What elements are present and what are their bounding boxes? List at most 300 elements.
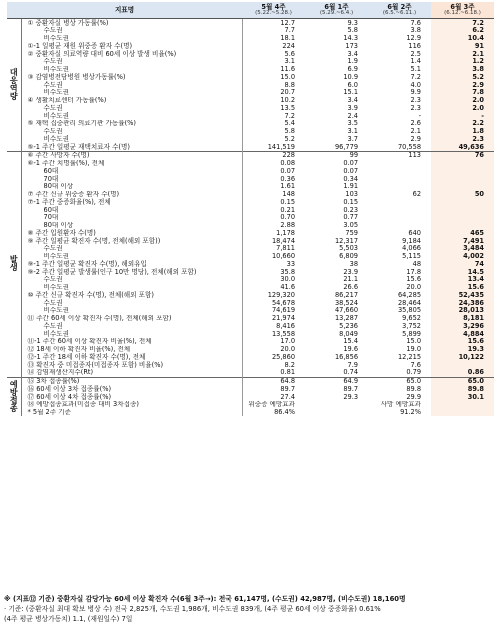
table-row [7, 385, 494, 393]
value-cell-week-3: 5.1 [410, 65, 422, 74]
value-cell-week-3 [368, 160, 431, 168]
value-cell-week-1: 20.0 [280, 345, 296, 354]
table-row [7, 393, 494, 401]
value-cell-week-4 [431, 222, 494, 230]
value-cell-week-2: 12,317 [334, 237, 359, 245]
table-body [7, 19, 494, 417]
value-cell-week-2: 15.4 [343, 337, 359, 346]
value-cell-week-4: 4,002 [431, 253, 494, 261]
table-row [7, 135, 494, 143]
value-cell-week-4: 6.2 [431, 27, 494, 35]
value-cell-week-2: 6,809 [339, 252, 359, 261]
value-cell-week-4: 7.8 [431, 89, 494, 97]
row-label: 수도권 [21, 27, 242, 35]
table-row [7, 112, 494, 120]
value-cell-week-1: 89.7 [280, 385, 296, 393]
table-row [7, 175, 494, 183]
header-week-4: 6월 3주 (6.12.~6.18.) [431, 2, 494, 19]
value-cell-week-1: 20.7 [280, 88, 296, 97]
table-row [7, 198, 494, 206]
value-cell-week-4 [431, 175, 494, 183]
value-cell-week-4: 3,296 [431, 322, 494, 330]
value-cell-week-1: 54,678 [271, 299, 296, 307]
table-row [7, 97, 494, 105]
value-cell-week-1: 141,519 [267, 143, 296, 151]
value-cell-week-4: 76 [431, 151, 494, 159]
value-cell-week-1: 86.4% [274, 408, 296, 417]
row-label: 수도권 [21, 245, 242, 253]
value-cell-week-3: 2.1 [410, 127, 422, 136]
value-cell-week-2: 99 [305, 151, 368, 159]
value-cell-week-2: 14.3 [343, 34, 359, 43]
table-row [7, 322, 494, 330]
value-cell-week-3: 20.0 [406, 283, 422, 292]
table-row [7, 353, 494, 361]
value-cell-week-1: 0.70 [280, 213, 296, 222]
value-cell-week-3: 2.3 [410, 104, 422, 112]
table-row [7, 315, 494, 323]
table-row [7, 229, 494, 237]
value-cell-week-1: 224 [282, 42, 296, 50]
table-row [7, 330, 494, 338]
value-cell-week-3: 12.9 [406, 34, 422, 43]
value-cell-week-1: 13,558 [271, 330, 296, 338]
value-cell-week-1: 27.4 [280, 393, 296, 401]
row-label: ⑦ 주간 신규 위중증 환자 수(명) [21, 191, 242, 199]
table-row [7, 284, 494, 292]
value-cell-week-4: 4,884 [431, 330, 494, 338]
value-cell-week-2: 0.34 [343, 175, 359, 183]
value-cell-week-1: 3.1 [284, 57, 296, 66]
value-cell-week-1: 7,811 [276, 244, 296, 253]
value-cell-week-2: 16,856 [334, 353, 359, 361]
value-cell-week-3: 29.9 [406, 393, 422, 401]
value-cell-week-2: 5,503 [339, 244, 359, 253]
value-cell-week-2: 86,217 [334, 291, 359, 299]
footnote-3: (4주 평균 병상가동치) 1.1, (재원일수) 7일 [4, 615, 133, 623]
table-row [7, 237, 494, 245]
category-label-vaccination: 예방접종 [7, 377, 21, 416]
value-cell-week-4 [431, 361, 494, 369]
row-label: ⑰ 60세 이상 4차 접종률(%) [21, 393, 242, 401]
value-cell-week-4: 1.8 [431, 128, 494, 136]
value-cell-week-3: 28,464 [397, 299, 422, 307]
row-label: ④ 생활치료센터 가동률(%) [21, 97, 242, 105]
value-cell-week-1: 18.1 [280, 34, 296, 43]
value-cell-week-2: 103 [345, 190, 359, 199]
value-cell-week-1: 5.4 [284, 119, 296, 128]
value-cell-week-3 [368, 198, 431, 206]
value-cell-week-3: 4,066 [402, 244, 422, 253]
value-cell-week-2: 2.4 [347, 112, 359, 120]
value-cell-week-2: 3.05 [343, 221, 359, 230]
row-label: 비수도권 [21, 284, 242, 292]
header-week-3: 6월 2주 (6.5.~6.11.) [368, 2, 431, 19]
value-cell-week-3: 15.0 [406, 337, 422, 346]
table-row [7, 120, 494, 128]
table-row [7, 338, 494, 346]
table-row [7, 35, 494, 43]
value-cell-week-3: 62 [412, 190, 422, 199]
row-label: 60대 [21, 206, 242, 214]
value-cell-week-4: 1.2 [431, 58, 494, 66]
value-cell-week-2: 21.1 [343, 275, 359, 284]
header-week-1: 5월 4주 (5.22.~5.28.) [242, 2, 305, 19]
value-cell-week-3 [368, 214, 431, 222]
value-cell-week-4: 19.3 [431, 346, 494, 354]
row-label: * 5월 2주 기준 [21, 409, 242, 417]
value-cell-week-3: 4.0 [410, 81, 422, 89]
value-cell-week-2: 8,049 [339, 330, 359, 338]
row-label: 비수도권 [21, 135, 242, 143]
value-cell-week-3 [368, 222, 431, 230]
value-cell-week-4: 65.0 [431, 377, 494, 385]
value-cell-week-1: 8.2 [284, 361, 296, 369]
value-cell-week-1: 148 [282, 190, 296, 199]
value-cell-week-2: 6.9 [347, 65, 359, 74]
value-cell-week-4 [431, 183, 494, 191]
value-cell-week-3: 7.6 [410, 18, 422, 27]
value-cell-week-4: 2.3 [431, 135, 494, 143]
value-cell-week-4 [431, 160, 494, 168]
table-row [7, 73, 494, 81]
value-cell-week-4: 8,181 [431, 315, 494, 323]
value-cell-week-2: 7.9 [347, 361, 359, 369]
table-row [7, 191, 494, 199]
row-label: ⑫-1 주간 18세 이하 확진자 수(명), 전체 [21, 353, 242, 361]
value-cell-week-4: 50 [431, 191, 494, 199]
value-cell-week-1: 1,178 [276, 229, 296, 237]
value-cell-week-1: 0.21 [280, 206, 296, 214]
row-label: 수도권 [21, 81, 242, 89]
table-row [7, 27, 494, 35]
value-cell-week-3: 113 [368, 151, 431, 159]
row-label: ⑱ 예방접종효과(미접종 대비 3차접종) [21, 401, 242, 409]
value-cell-week-4: 52,435 [431, 291, 494, 299]
value-cell-week-3: 7.6 [410, 361, 422, 369]
value-cell-week-3: 65.0 [368, 377, 431, 385]
value-cell-week-3: 2.3 [410, 96, 422, 105]
row-label: ①-1 일평균 재원 위중증 환자 수(명) [21, 42, 242, 50]
row-label: ⑦-1 주간 중증화율(%), 전체 [21, 198, 242, 206]
value-cell-week-3: 1.4 [410, 57, 422, 66]
value-cell-week-3: 17.8 [406, 268, 422, 276]
row-label: 비수도권 [21, 307, 242, 315]
row-label: ⑫ 18세 이하 확진자 비율(%), 전체 [21, 346, 242, 354]
value-cell-week-2 [305, 401, 368, 409]
footnote-1: ※ (지표⑫ 기준) 중환자실 감당가능 60세 이상 확진자 수(6월 3주→): 전국 61,147명, (수도권) 42,987명, (비수도권) 18,160명 [4, 595, 406, 603]
value-cell-week-1: 8,416 [276, 322, 296, 330]
header-week-2: 6월 1주 (5.29.~6.4.) [305, 2, 368, 19]
header-indicator: 지표명 [7, 2, 242, 19]
value-cell-week-2: 5.8 [347, 26, 359, 35]
value-cell-week-4 [431, 401, 494, 409]
value-cell-week-2: 13,287 [334, 314, 359, 323]
value-cell-week-1: 41.6 [280, 283, 296, 292]
value-cell-week-1: 11.6 [280, 65, 296, 74]
value-cell-week-4: 7,491 [431, 237, 494, 245]
value-cell-week-4: 10,122 [431, 353, 494, 361]
row-label: 비수도권 [21, 330, 242, 338]
value-cell-week-1: 7.7 [284, 26, 296, 35]
row-label: ⑨ 주간 일평균 확진자 수(명, 전체(해외 포함)) [21, 237, 242, 245]
row-label: 비수도권 [21, 112, 242, 120]
value-cell-week-1: 0.07 [280, 167, 296, 175]
value-cell-week-4: 15.6 [431, 338, 494, 346]
value-cell-week-3: - [418, 112, 422, 120]
table-row [7, 42, 494, 50]
value-cell-week-2: 0.77 [343, 213, 359, 222]
row-label: 80대 이상 [21, 222, 242, 230]
value-cell-week-3: 9.9 [410, 88, 422, 97]
value-cell-week-1: 5.2 [284, 135, 296, 143]
value-cell-week-1: 25,860 [271, 353, 296, 361]
value-cell-week-2: 173 [345, 42, 359, 50]
table-row [7, 253, 494, 261]
value-cell-week-2: 0.07 [343, 159, 359, 168]
row-label: 80대 이상 [21, 183, 242, 191]
value-cell-week-4: 89.8 [431, 385, 494, 393]
row-label: ⑯ 60세 이상 3차 접종률(%) [21, 385, 242, 393]
table-row [7, 268, 494, 276]
table-row [7, 50, 494, 58]
table-row [7, 19, 494, 27]
table-row [7, 299, 494, 307]
value-cell-week-4: 13.4 [431, 276, 494, 284]
value-cell-week-1: 7.2 [284, 112, 296, 120]
value-cell-week-2: 3.4 [347, 96, 359, 105]
value-cell-week-1: 18,474 [271, 237, 296, 245]
table-row [7, 81, 494, 89]
value-cell-week-2 [305, 409, 368, 417]
table-row [7, 151, 494, 159]
footnote-2: · 기준: (중환자실 최대 확보 병상 수) 전국 2,825개, 수도권 1,986개, 비수도권 839개, (4주 평균 60세 이상 중증화율) 0.61% [4, 605, 381, 613]
value-cell-week-4: 3,484 [431, 245, 494, 253]
value-cell-week-2: 96,779 [334, 143, 359, 151]
value-cell-week-4: 24,386 [431, 299, 494, 307]
value-cell-week-3: 5,115 [402, 252, 422, 261]
value-cell-week-4: 74 [431, 260, 494, 268]
value-cell-week-3 [368, 175, 431, 183]
value-cell-week-3: 9,652 [402, 314, 422, 323]
value-cell-week-2: 3.9 [347, 104, 359, 112]
row-label: ⑬ 확진자 중 미접종자(미접종자 포함) 비율(%) [21, 361, 242, 369]
value-cell-week-1: 2.88 [280, 221, 296, 230]
value-cell-week-2: 3.1 [347, 127, 359, 136]
table-row [7, 128, 494, 136]
table-row [7, 369, 494, 377]
value-cell-week-2: 64.9 [305, 377, 368, 385]
category-label-outbreak: 발생 [7, 151, 21, 377]
value-cell-week-1: 12.7 [280, 18, 296, 27]
value-cell-week-1: 30.0 [280, 275, 296, 284]
value-cell-week-4: 14.5 [431, 268, 494, 276]
value-cell-week-2: 5,236 [339, 322, 359, 330]
value-cell-week-3: 70,558 [397, 143, 422, 151]
value-cell-week-2: 1.9 [347, 57, 359, 66]
value-cell-week-1: 15.0 [280, 73, 296, 81]
table-row [7, 167, 494, 175]
value-cell-week-2: 0.74 [343, 368, 359, 377]
category-label-capacity: 대응역량 [7, 19, 21, 152]
value-cell-week-4: 2.0 [431, 97, 494, 105]
value-cell-week-3: 640 [408, 229, 422, 237]
value-cell-week-2: 38,524 [334, 299, 359, 307]
row-label: 60대 [21, 167, 242, 175]
value-cell-week-3: 15.6 [406, 275, 422, 284]
value-cell-week-1: 21,974 [271, 314, 296, 323]
row-label: ② 중환자실 의료역량 대비 60세 이상 발생 비율(%) [21, 50, 242, 58]
value-cell-week-2: 47,660 [334, 306, 359, 315]
value-cell-week-3: 64,285 [397, 291, 422, 299]
value-cell-week-1: 0.15 [280, 198, 296, 206]
value-cell-week-3: 89.8 [406, 385, 422, 393]
value-cell-week-3: 116 [408, 42, 422, 50]
value-cell-week-4 [431, 409, 494, 417]
value-cell-week-1: 5.6 [284, 50, 296, 58]
value-cell-week-3: 사망 예방효과 [380, 400, 422, 409]
row-label: 수도권 [21, 276, 242, 284]
row-label: ⑪ 주간 60세 이상 확진자 수(명), 전체(해외 포함) [21, 315, 242, 323]
table-row [7, 245, 494, 253]
value-cell-week-3: 19.0 [406, 345, 422, 354]
value-cell-week-1: 0.08 [280, 159, 296, 168]
table-row [7, 409, 494, 417]
value-cell-week-3 [368, 206, 431, 214]
value-cell-week-2: 3.5 [347, 119, 359, 128]
value-cell-week-4: 91 [431, 42, 494, 50]
value-cell-week-1: 35.8 [280, 268, 296, 276]
value-cell-week-2: 38 [349, 260, 359, 268]
value-cell-week-4: 2.0 [431, 104, 494, 112]
table-row [7, 89, 494, 97]
table-row [7, 104, 494, 112]
value-cell-week-1: 74,619 [271, 306, 296, 315]
table-row [7, 361, 494, 369]
value-cell-week-1: 129,320 [267, 291, 296, 299]
value-cell-week-1: 228 [242, 151, 305, 159]
value-cell-week-3: 3,752 [402, 322, 422, 330]
value-cell-week-1: 5.8 [284, 127, 296, 136]
value-cell-week-2: 0.15 [343, 198, 359, 206]
table-row [7, 291, 494, 299]
value-cell-week-4 [431, 167, 494, 175]
table-row [7, 66, 494, 74]
table-row [7, 346, 494, 354]
value-cell-week-4: 15.6 [431, 284, 494, 292]
value-cell-week-4: 28,013 [431, 307, 494, 315]
row-label: ⑪-1 주간 60세 이상 확진자 비율(%), 전체 [21, 338, 242, 346]
row-label: 비수도권 [21, 35, 242, 43]
value-cell-week-4: 2.9 [431, 81, 494, 89]
row-label: ⑮ 3차 접종률(%) [21, 377, 242, 385]
row-label: ⑥-1 주간 치명률(%), 전체 [21, 160, 242, 168]
value-cell-week-3: 2.6 [410, 119, 422, 128]
row-label: 비수도권 [21, 89, 242, 97]
value-cell-week-2: 0.23 [343, 206, 359, 214]
table-row [7, 377, 494, 385]
value-cell-week-3: 3.8 [410, 26, 422, 35]
value-cell-week-4: 465 [431, 229, 494, 237]
value-cell-week-4: 5.2 [431, 73, 494, 81]
value-cell-week-4 [431, 198, 494, 206]
footnotes [4, 594, 496, 624]
table-row [7, 143, 494, 151]
row-label: ⑤ 재택 집중관리 의료기관 가동률(%) [21, 120, 242, 128]
row-label: 70대 [21, 214, 242, 222]
value-cell-week-3: 2.5 [410, 50, 422, 58]
value-cell-week-4 [431, 206, 494, 214]
row-label: ⑨-1 주간 일평균 확진자 수(명), 해외유입 [21, 260, 242, 268]
row-label: ⑩ 주간 신규 확진자 수(명), 전체(해외 포함) [21, 291, 242, 299]
value-cell-week-3: 0.79 [406, 368, 422, 377]
value-cell-week-4: 49,636 [431, 143, 494, 151]
value-cell-week-3: 9,184 [402, 237, 422, 245]
row-label: ⑨-2 주간 일평균 발생률(인구 10만 명당), 전체(해외 포함) [21, 268, 242, 276]
table-row [7, 260, 494, 268]
row-label: 수도권 [21, 58, 242, 66]
table-header-row [7, 2, 494, 19]
value-cell-week-2: 26.6 [343, 283, 359, 292]
value-cell-week-1: 13.5 [280, 104, 296, 112]
value-cell-week-2: 29.3 [343, 393, 359, 401]
value-cell-week-2: 23.9 [343, 268, 359, 276]
row-label: 비수도권 [21, 66, 242, 74]
value-cell-week-1: 8.8 [284, 81, 296, 89]
value-cell-week-2: 10.9 [343, 73, 359, 81]
value-cell-week-2: 19.6 [343, 345, 359, 354]
value-cell-week-3: 48 [412, 260, 422, 268]
value-cell-week-4: 7.2 [431, 19, 494, 27]
row-label: 수도권 [21, 299, 242, 307]
value-cell-week-4 [431, 214, 494, 222]
row-label: ⑤-1 주간 일평균 재택치료자 수(명) [21, 143, 242, 151]
value-cell-week-1: 10.2 [280, 96, 296, 105]
value-cell-week-1: 0.81 [280, 368, 296, 377]
value-cell-week-2: 89.7 [343, 385, 359, 393]
value-cell-week-3 [368, 183, 431, 191]
table-row [7, 58, 494, 66]
table-row [7, 183, 494, 191]
value-cell-week-4: - [431, 112, 494, 120]
value-cell-week-4: 10.4 [431, 35, 494, 43]
table-row [7, 160, 494, 168]
row-label: ⑧ 주간 입원환자 수(명) [21, 229, 242, 237]
value-cell-week-1: 64.8 [242, 377, 305, 385]
value-cell-week-1: 33 [286, 260, 296, 268]
table-row [7, 222, 494, 230]
value-cell-week-3: 5,899 [402, 330, 422, 338]
value-cell-week-4: 2.1 [431, 50, 494, 58]
value-cell-week-2: 759 [345, 229, 359, 237]
value-cell-week-3: 12,215 [397, 353, 422, 361]
row-label: ① 중환자실 병상 가동률(%) [21, 19, 242, 27]
value-cell-week-3: 35,805 [397, 306, 422, 315]
value-cell-week-1: 위중증 예방효과 [248, 400, 296, 409]
value-cell-week-2: 9.3 [347, 18, 359, 27]
row-label: 70대 [21, 175, 242, 183]
value-cell-week-2: 1.91 [343, 182, 359, 191]
value-cell-week-2: 3.4 [347, 50, 359, 58]
value-cell-week-2: 0.07 [343, 167, 359, 175]
row-label: 수도권 [21, 128, 242, 136]
row-label: 수도권 [21, 322, 242, 330]
table-row [7, 214, 494, 222]
value-cell-week-4: 3.8 [431, 66, 494, 74]
row-label: ⑥ 주간 사망자 수(명) [21, 151, 242, 159]
value-cell-week-1: 1.61 [280, 182, 296, 191]
table-row [7, 307, 494, 315]
